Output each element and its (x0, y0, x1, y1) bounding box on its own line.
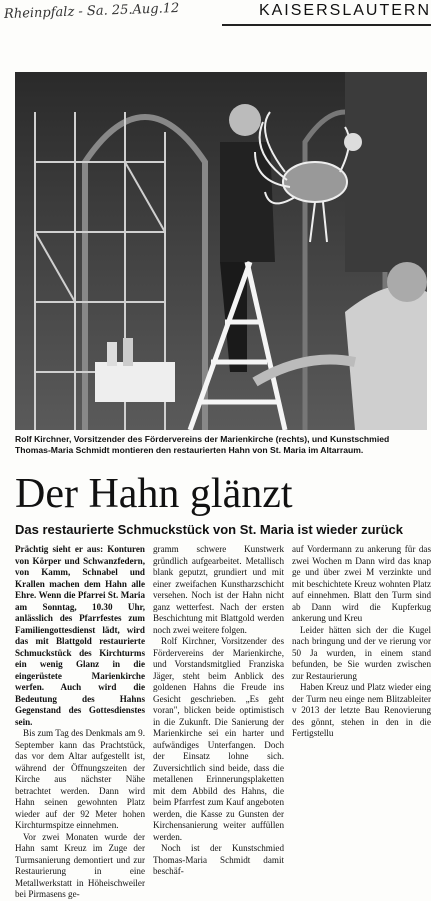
section-title: KAISERSLAUTERN (258, 2, 431, 19)
photo-caption: Rolf Kirchner, Vorsitzender des Fördervereins der Marienkirche (rechts), und Kunstschmied Thomas-Maria Schmidt montieren den restaurierten Hahn von St. Maria im Altarraum. (15, 434, 390, 455)
article-headline: Der Hahn glänzt (15, 471, 293, 517)
article-paragraph: Bis zum Tag des Denkmals am 9. September kann das Prachtstück, das vor dem Altar aufgestellt ist, während der Öffnungszeiten der Kirche aus nächster Nähe betrachtet werden. Dann wird Hahn seinen gewohnten Platz wieder auf der 92 Meter hohen Kirchturmspitze einnehmen. (15, 728, 145, 830)
article-paragraph: Rolf Kirchner, Vorsitzender des Fördervereins der Marienkirche, und Vorstandsmitglied Franziska Jäger, steht beim Anblick des goldenen Hahns die Freude ins Gesicht geschrieben. „Es geht voran", blicken beide optimistisch in die Zukunft. Die Sanierung der Marienkirche sei ein harter und aufwändiges Unterfangen. Doch der Einsatz lohne sich. Zuversichtlich sind beide, dass die metallenen Erinnerungsplaketten mit dem Abbild des Hahns, die beim Pfarrfest zum Kauf angeboten werden, die Kasse zu Gunsten der Kirchensanierung weiter auffüllen werden. (153, 636, 284, 842)
article-paragraph: Noch ist der Kunstschmied Thomas-Maria Schmidt damit beschäf- (153, 843, 284, 876)
article-paragraph: Leider hätten sich der die Kugel nach bringung und der ve rierung vor 50 Ja wurden, in einem stand befunden, be Sie wurden zwischen zur Restaurierung (292, 624, 431, 681)
article-column-3 (292, 544, 431, 840)
article-column-2 (153, 544, 284, 876)
article-column-1 (15, 544, 145, 899)
article-paragraph: gramm schwere Kunstwerk gründlich aufgearbeitet. Metallisch blank geputzt, grundiert und mit einer zweifachen Kunstharzschicht versehen. Noch ist der Hahn nicht ganz wetterfest. Nach der ersten Beschichtung mit Blattgold werden noch zwei weitere folgen. (153, 544, 284, 635)
photo-illustration (15, 72, 427, 430)
header-rule (222, 24, 431, 26)
article-paragraph: auf Vordermann zu ankerung für das zwei Wochen m Dann wird das knap ge und über zwei M verzinkte und mit beschichtete Kreuz wohnten Platz auf einnehmen. Blatt den Turm sind ab Dann wird die Kupferkug ankerung und Kreu (292, 544, 431, 623)
article-paragraph: Vor zwei Monaten wurde der Hahn samt Kreuz im Zuge der Turmsanierung demontiert und zur Restaurierung in eine Metallwerkstatt in Höheischweiler bei Pirmasens ge- (15, 831, 145, 899)
handwritten-note: Rheinpfalz - Sa. 25.Aug.12 (3, 0, 180, 23)
article-paragraph: Haben Kreuz und Platz wieder eing der Turm neu einge nem Blitzableiter v 2013 der letzte Bau Renovierung des gönnt, stehen in den in die Fertigstellu (292, 682, 431, 738)
article-subhead: Das restaurierte Schmuckstück von St. Maria ist wieder zurück (15, 522, 403, 537)
article-photo (15, 72, 427, 430)
article-lead: Prächtig sieht er aus: Konturen von Körper und Schwanzfedern, von Kamm, Schnabel und Krallen machen dem Hahn alle Ehre. Wenn die Pfarrei St. Maria am Sonntag, 10.30 Uhr, anlässlich des Pfarrfestes zum Familiengottesdienst lädt, wird das mit Blattgold restaurierte Schmuckstück des Kirchturms ein wenig Glanz in die eingerüstete Marienkirche werfen. Auch wird die Bedeutung des Hahns Gegenstand des Gottesdienstes sein. (15, 544, 145, 727)
